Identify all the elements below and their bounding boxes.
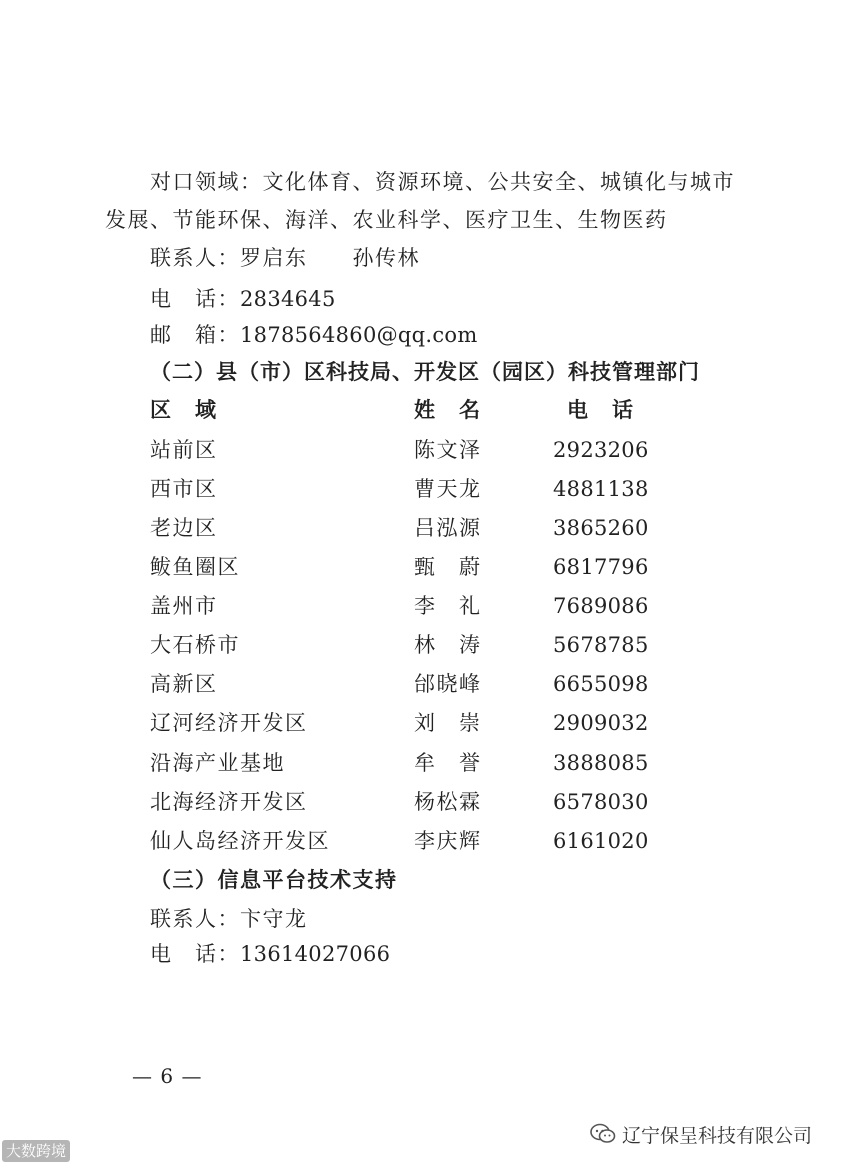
row-name: 李庆辉 bbox=[414, 829, 482, 853]
row-phone: 4881138 bbox=[553, 477, 649, 501]
header-phone: 电 话 bbox=[567, 397, 635, 422]
contact-email-value: 1878564860@qq.com bbox=[240, 323, 478, 347]
row-name: 林 涛 bbox=[414, 633, 482, 657]
contact-phone-label: 电 话： bbox=[150, 287, 240, 311]
row-region: 仙人岛经济开发区 bbox=[150, 829, 330, 853]
watermark-left bbox=[2, 1140, 70, 1162]
row-region: 沿海产业基地 bbox=[150, 751, 285, 775]
support-person-label: 联系人： bbox=[150, 907, 240, 931]
watermark-right-text: 辽宁保呈科技有限公司 bbox=[622, 1124, 813, 1147]
row-region: 西市区 bbox=[150, 477, 218, 501]
contact-phone-row bbox=[150, 285, 336, 313]
row-phone: 2923206 bbox=[553, 438, 649, 462]
row-region: 站前区 bbox=[150, 438, 218, 462]
contact-person-label: 联系人： bbox=[150, 246, 240, 270]
row-region: 老边区 bbox=[150, 516, 218, 540]
watermark-left-text: 大数跨境 bbox=[6, 1142, 67, 1160]
row-phone: 3865260 bbox=[553, 516, 649, 540]
support-person-row bbox=[150, 905, 308, 933]
section2-title: （二）县（市）区科技局、开发区（园区）科技管理部门 bbox=[150, 359, 700, 384]
row-name: 甄 蔚 bbox=[414, 555, 482, 579]
row-region: 盖州市 bbox=[150, 594, 218, 618]
row-phone: 6578030 bbox=[553, 790, 649, 814]
watermark-right bbox=[584, 1119, 818, 1149]
contact-email-label: 邮 箱： bbox=[150, 323, 240, 347]
row-region: 北海经济开发区 bbox=[150, 790, 308, 814]
row-region: 辽河经济开发区 bbox=[150, 711, 308, 735]
row-name: 刘 崇 bbox=[414, 711, 482, 735]
row-region: 高新区 bbox=[150, 672, 218, 696]
row-phone: 7689086 bbox=[553, 594, 649, 618]
contact-person-row bbox=[150, 244, 420, 272]
support-phone-value: 13614027066 bbox=[240, 942, 391, 966]
contact-person-value: 罗启东 孙传林 bbox=[240, 246, 420, 270]
row-name: 杨松霖 bbox=[414, 790, 482, 814]
row-name: 牟 誉 bbox=[414, 751, 482, 775]
domain-field-line1: 对口领域：文化体育、资源环境、公共安全、城镇化与城市 bbox=[150, 170, 735, 194]
row-phone: 6161020 bbox=[553, 829, 649, 853]
row-name: 曹天龙 bbox=[414, 477, 482, 501]
row-phone: 3888085 bbox=[553, 751, 649, 775]
header-name: 姓 名 bbox=[414, 397, 482, 422]
row-phone: 6817796 bbox=[553, 555, 649, 579]
section3-title: （三）信息平台技术支持 bbox=[150, 867, 398, 892]
header-region: 区 域 bbox=[150, 397, 218, 422]
support-phone-label: 电 话： bbox=[150, 942, 240, 966]
row-name: 陈文泽 bbox=[414, 438, 482, 462]
support-person-value: 卞守龙 bbox=[240, 907, 308, 931]
row-phone: 6655098 bbox=[553, 672, 649, 696]
contact-phone-value: 2834645 bbox=[240, 287, 336, 311]
contact-email-row bbox=[150, 321, 478, 349]
row-region: 鲅鱼圈区 bbox=[150, 555, 240, 579]
domain-field-line2: 发展、节能环保、海洋、农业科学、医疗卫生、生物医药 bbox=[105, 208, 668, 232]
row-name: 吕泓源 bbox=[414, 516, 482, 540]
row-phone: 5678785 bbox=[553, 633, 649, 657]
row-name: 邰晓峰 bbox=[414, 672, 482, 696]
row-region: 大石桥市 bbox=[150, 633, 240, 657]
page-number: — 6 — bbox=[132, 1064, 203, 1088]
row-name: 李 礼 bbox=[414, 594, 482, 618]
wechat-icon bbox=[590, 1123, 616, 1145]
support-phone-row bbox=[150, 940, 390, 968]
row-phone: 2909032 bbox=[553, 711, 649, 735]
